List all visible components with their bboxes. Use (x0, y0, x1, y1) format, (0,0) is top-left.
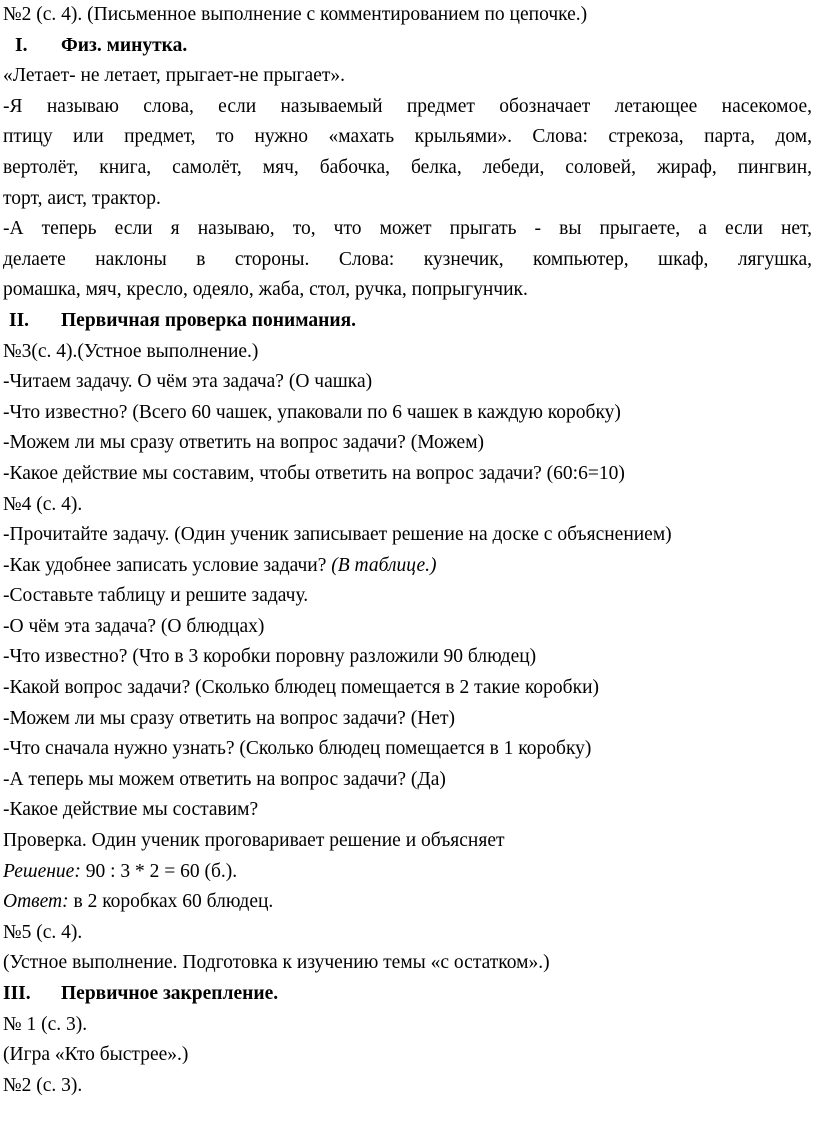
text-line: -Что известно? (Всего 60 чашек, упаковали по 6 чашек в каждую коробку) (3, 401, 621, 423)
text-line: № 1 (с. 3). (3, 1013, 88, 1035)
section-title: Первичное закрепление. (61, 983, 279, 1004)
text-line: -Какое действие мы составим, чтобы ответить на вопрос задачи? (60:6=10) (3, 462, 625, 484)
text-line: вертолёт, книга, самолёт, мяч, бабочка, белка, лебеди, соловей, жираф, пингвин, (3, 156, 812, 178)
text-line: -А теперь если я называю, то, что может прыгать - вы прыгаете, а если нет, (3, 218, 812, 240)
text-line: №2 (с. 3). (3, 1074, 83, 1096)
section-number: III. (3, 983, 31, 1004)
text-line: -Какой вопрос задачи? (Сколько блюдец помещается в 2 такие коробки) (3, 677, 599, 699)
text-line: -Прочитайте задачу. (Один ученик записывает решение на доске с объяснением) (3, 524, 672, 546)
solution-expression: 90 : 3 * 2 = 60 (б.). (80, 860, 238, 882)
section-heading (3, 979, 812, 1010)
answer-text: в 2 коробках 60 блюдец. (68, 891, 274, 913)
text-line: -О чём эта задача? (О блюдцах) (3, 615, 265, 637)
text-line (3, 551, 812, 582)
text-line: делаете наклоны в стороны. Слова: кузнечик, компьютер, шкаф, лягушка, (3, 248, 812, 270)
text-line: -Какое действие мы составим? (3, 799, 259, 821)
text-line: №5 (с. 4). (3, 921, 83, 943)
text-line: -Я называю слова, если называемый предмет обозначает летающее насекомое, (3, 95, 812, 117)
text-line: (Устное выполнение. Подготовка к изучению темы «с остатком».) (3, 952, 550, 974)
text-line: (Игра «Кто быстрее».) (3, 1044, 189, 1066)
text-line: ромашка, мяч, кресло, одеяло, жаба, стол, ручка, попрыгунчик. (3, 279, 528, 301)
text-line: №3(с. 4).(Устное выполнение.) (3, 340, 259, 362)
solution-line (3, 857, 812, 888)
text-line: птицу или предмет, то нужно «махать крыльями». Слова: стрекоза, парта, дом, (3, 126, 812, 148)
text-line: торт, аист, трактор. (3, 187, 161, 209)
section-number: I. (15, 34, 28, 56)
section-number: II. (9, 309, 30, 331)
solution-label: Решение: (3, 860, 81, 882)
text-line: «Летает- не летает, прыгает-не прыгает». (3, 65, 346, 87)
section-heading (3, 31, 812, 62)
section-title: Физ. минутка. (61, 34, 188, 56)
answer-line (3, 887, 812, 918)
section-title: Первичная проверка понимания. (61, 309, 357, 331)
text-line: -Можем ли мы сразу ответить на вопрос задачи? (Нет) (3, 707, 455, 729)
text-line: -А теперь мы можем ответить на вопрос задачи? (Да) (3, 768, 446, 790)
text-line: -Читаем задачу. О чём эта задача? (О чашка) (3, 371, 373, 393)
text-line: -Составьте таблицу и решите задачу. (3, 585, 309, 607)
text-line: №2 (с. 4). (Письменное выполнение с комментированием по цепочке.) (3, 4, 588, 25)
text-line: -Что сначала нужно узнать? (Сколько блюдец помещается в 1 коробку) (3, 738, 592, 760)
text-line: -Что известно? (Что в 3 коробки поровну разложили 90 блюдец) (3, 646, 537, 668)
text-line: №4 (с. 4). (3, 493, 83, 515)
text-line: Проверка. Один ученик проговаривает решение и объясняет (3, 830, 505, 852)
question-text: -Как удобнее записать условие задачи? (3, 554, 332, 576)
answer-label: Ответ: (3, 891, 69, 913)
answer-italic: (В таблице.) (331, 554, 437, 576)
text-line: -Можем ли мы сразу ответить на вопрос задачи? (Можем) (3, 432, 485, 454)
section-heading (3, 306, 812, 337)
